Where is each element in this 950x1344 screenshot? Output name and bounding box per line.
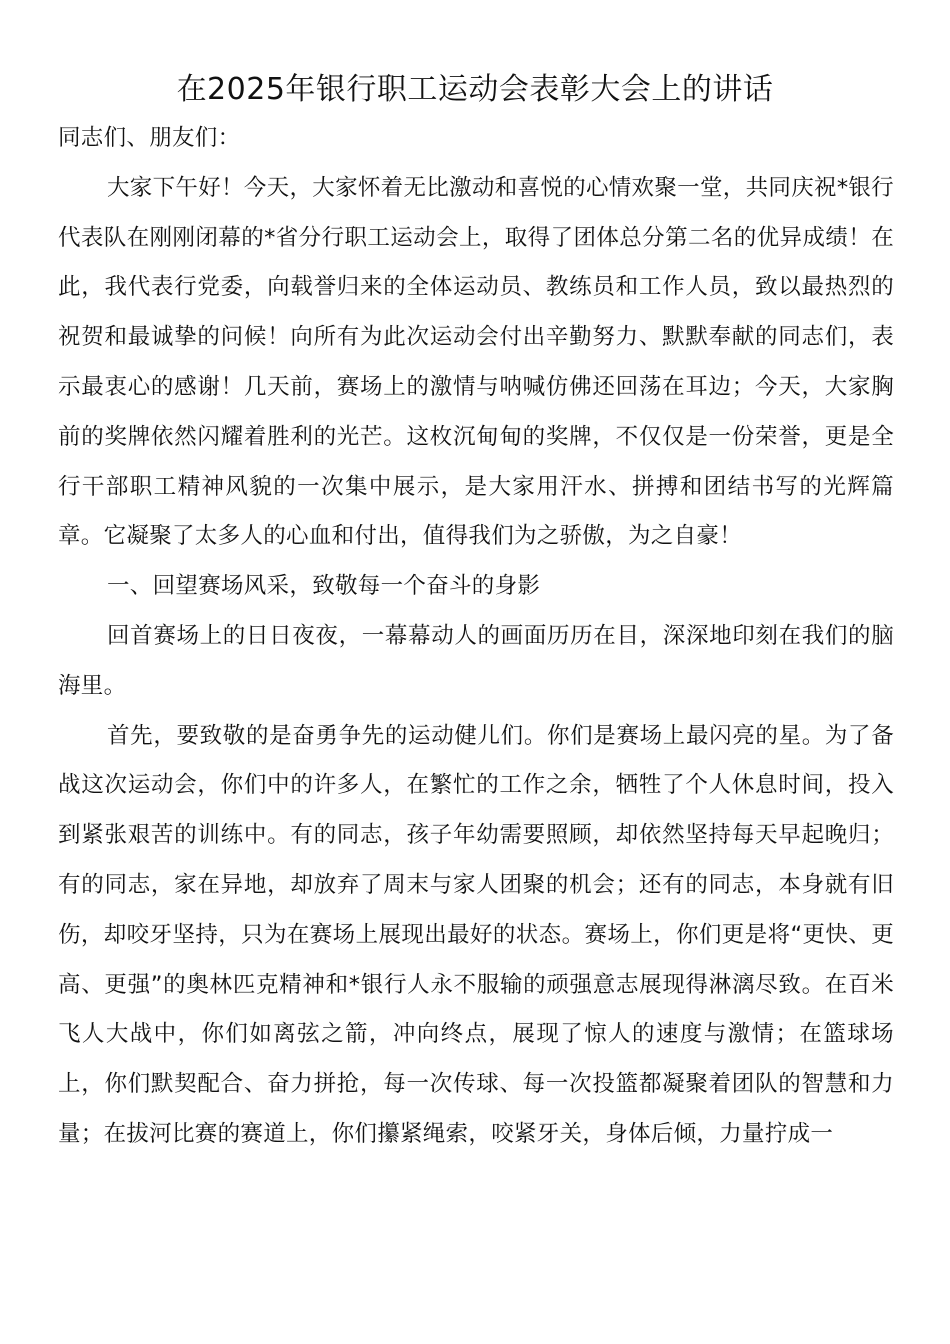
- paragraph-opening: 大家下午好！今天，大家怀着无比激动和喜悦的心情欢聚一堂，共同庆祝*银行代表队在刚刚闭幕的*省分行职工运动会上，取得了团体总分第二名的优异成绩！在此，我代表行党委，向载誉归来的全体运动员、教练员和工作人员，致以最热烈的祝贺和最诚挚的问候！向所有为此次运动会付出辛勤努力、默默奉献的同志们，表示最衷心的感谢！几天前，赛场上的激情与呐喊仿佛还回荡在耳边；今天，大家胸前的奖牌依然闪耀着胜利的光芒。这枚沉甸甸的奖牌，不仅仅是一份荣誉，更是全行干部职工精神风貌的一次集中展示，是大家用汗水、拼搏和团结书写的光辉篇章。它凝聚了太多人的心血和付出，值得我们为之骄傲，为之自豪！: [58, 174, 894, 550]
- paragraph-athletes: 首先，要致敬的是奋勇争先的运动健儿们。你们是赛场上最闪亮的星。为了备战这次运动会，你们中的许多人，在繁忙的工作之余，牺牲了个人休息时间，投入到紧张艰苦的训练中。有的同志，孩子年幼需要照顾，却依然坚持每天早起晚归；有的同志，家在异地，却放弃了周末与家人团聚的机会；还有的同志，本身就有旧伤，却咬牙坚持，只为在赛场上展现出最好的状态。赛场上，你们更是将“更快、更高、更强”的奥林匹克精神和*银行人永不服输的顽强意志展现得淋漓尽致。在百米飞人大战中，你们如离弦之箭，冲向终点，展现了惊人的速度与激情；在篮球场上，你们默契配合、奋力拼抢，每一次传球、每一次投篮都凝聚着团队的智慧和力量；在拔河比赛的赛道上，你们攥紧绳索，咬紧牙关，身体后倾，力量拧成一: [58, 722, 894, 1147]
- document-body: [58, 114, 894, 1160]
- salutation: 同志们、朋友们：: [58, 125, 241, 151]
- section-heading-1: 一、回望赛场风采，致敬每一个奋斗的身影: [107, 573, 541, 600]
- paragraph-recall: 回首赛场上的日日夜夜，一幕幕动人的画面历历在目，深深地印刻在我们的脑海里。: [58, 622, 894, 699]
- document-title: 在2025年银行职工运动会表彰大会上的讲话: [176, 72, 774, 107]
